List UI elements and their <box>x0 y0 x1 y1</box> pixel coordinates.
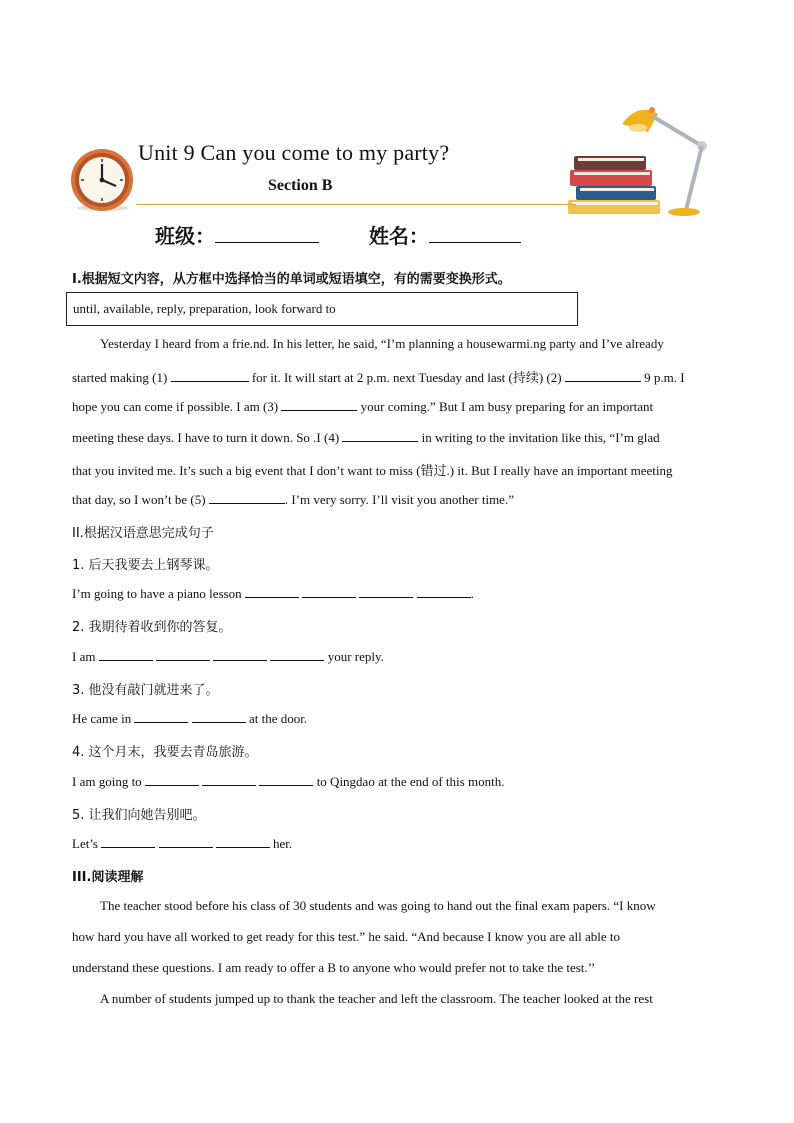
answer-blank[interactable] <box>216 835 270 848</box>
reading-line: The teacher stood before his class of 30 students and was going to hand out the final exam papers. “I know <box>100 898 656 913</box>
question-cn: 2. 我期待着收到你的答复。 <box>72 620 232 635</box>
reading-line: understand these questions. I am ready to offer a B to anyone who would prefer not to take the test.’’ <box>72 960 596 975</box>
class-label: 班级： <box>155 224 215 248</box>
name-blank[interactable] <box>429 224 521 243</box>
page-title: Unit 9 Can you come to my party? <box>138 140 450 165</box>
part1-title: I.根据短文内容，从方框中选择恰当的单词或短语填空，有的需要变换形式。 <box>72 272 511 287</box>
question-en: I am going to to Qingdao at the end of this month. <box>72 774 505 789</box>
question-en: He came in at the door. <box>72 711 308 726</box>
answer-blank[interactable] <box>417 585 471 598</box>
question-en: I am your reply. <box>72 649 384 664</box>
part3-title: III.阅读理解 <box>72 870 144 885</box>
answer-blank[interactable] <box>159 835 213 848</box>
part2-title: II.根据汉语意思完成句子 <box>72 526 214 541</box>
answer-blank[interactable] <box>101 835 155 848</box>
answer-blank[interactable] <box>270 648 324 661</box>
answer-blank[interactable] <box>302 585 356 598</box>
student-info-row <box>155 220 521 249</box>
question-cn: 4. 这个月末，我要去青岛旅游。 <box>72 745 258 760</box>
passage-line: started making (1) for it. It will start at 2 p.m. next Tuesday and last (持续) (2) 9 p.m. I <box>72 370 685 385</box>
passage-line: that you invited me. It’s such a big event that I don’t want to miss (错过.) it. But I really have an important meeting <box>72 463 673 478</box>
answer-blank[interactable] <box>99 648 153 661</box>
question-cn: 3. 他没有敲门就进来了。 <box>72 683 219 698</box>
passage-line: Yesterday I heard from a frie.nd. In his letter, he said, “I’m planning a housewarmi.ng party and I’ve already <box>100 336 664 351</box>
question-cn: 5. 让我们向她告别吧。 <box>72 808 206 823</box>
blank-2[interactable] <box>565 369 641 382</box>
class-blank[interactable] <box>215 224 319 243</box>
blank-3[interactable] <box>281 398 357 411</box>
blank-5[interactable] <box>209 491 285 504</box>
answer-blank[interactable] <box>134 710 188 723</box>
reading-line: how hard you have all worked to get ready for this test.” he said. “And because I know you are all able to <box>72 929 620 944</box>
answer-blank[interactable] <box>202 773 256 786</box>
reading-line: A number of students jumped up to thank the teacher and left the classroom. The teacher looked at the rest <box>100 991 653 1006</box>
answer-blank[interactable] <box>245 585 299 598</box>
header-divider <box>136 204 576 205</box>
answer-blank[interactable] <box>156 648 210 661</box>
question-en: Let’s her. <box>72 836 293 851</box>
books-lamp-illustration <box>566 98 716 220</box>
blank-1[interactable] <box>171 369 249 382</box>
answer-blank[interactable] <box>359 585 413 598</box>
name-label: 姓名： <box>368 224 429 248</box>
answer-blank[interactable] <box>192 710 246 723</box>
passage-line: hope you can come if possible. I am (3) your coming.” But I am busy preparing for an important <box>72 399 654 414</box>
question-en: I’m going to have a piano lesson . <box>72 586 474 601</box>
answer-blank[interactable] <box>145 773 199 786</box>
blank-4[interactable] <box>342 429 418 442</box>
section-subtitle: Section B <box>268 177 333 194</box>
answer-blank[interactable] <box>213 648 267 661</box>
passage-line: meeting these days. I have to turn it down. So .I (4) in writing to the invitation like this, “I’m glad <box>72 430 660 445</box>
answer-blank[interactable] <box>259 773 313 786</box>
question-cn: 1. 后天我要去上钢琴课。 <box>72 558 219 573</box>
clock-icon <box>68 148 138 214</box>
passage-line: that day, so I won’t be (5) . I’m very sorry. I’ll visit you another time.” <box>72 492 514 507</box>
word-box: until, available, reply, preparation, look forward to <box>66 292 578 326</box>
